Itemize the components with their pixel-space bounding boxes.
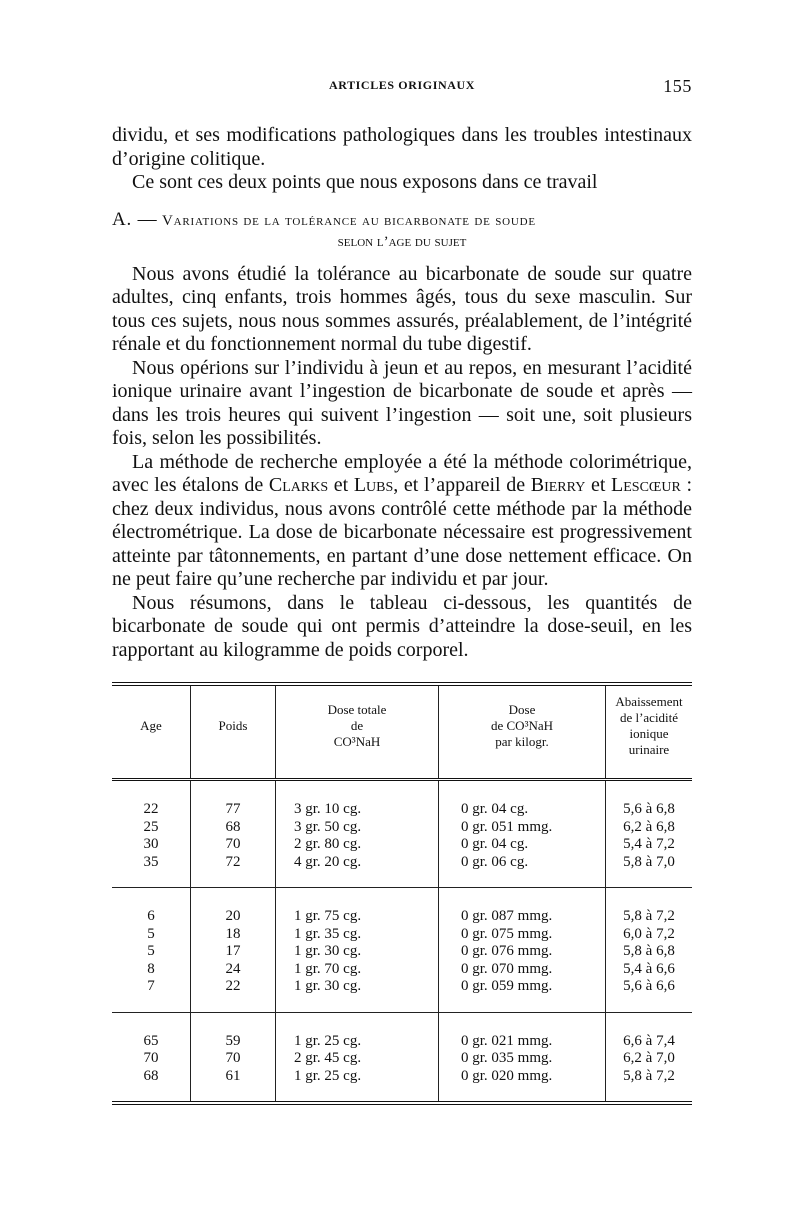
table-row	[112, 961, 692, 979]
cell-dose-totale: 1 gr. 25 cg.	[276, 1068, 439, 1102]
section-title-line-1: Variations de la tolérance au bicarbonate de soude	[161, 212, 536, 229]
cell-age: 22	[143, 801, 159, 817]
table-row	[112, 943, 692, 961]
cell-poids: 70	[191, 836, 276, 854]
table-row	[112, 819, 692, 837]
method-text-2: et	[328, 474, 354, 496]
cell-dose-totale: 1 gr. 25 cg.	[276, 1012, 439, 1050]
running-title: ARTICLES ORIGINAUX	[328, 78, 476, 92]
paragraph-procedure: Nous opérions sur l’individu à jeun et au repos, en mesurant l’acidité ionique urinaire avant l’ingestion de bicarbonate de soude et après — dans les trois heures qui suivent l’ingestion — soit une, soit plusieurs fois, selon les possibilités.	[112, 356, 692, 449]
paragraph-intro-end: Ce sont ces deux points que nous exposons dans ce travail	[132, 171, 598, 193]
cell-age: 25	[143, 818, 159, 835]
method-text-3: , et l’appareil de	[393, 474, 531, 496]
cell-dose-par-kilo: 0 gr. 06 cg.	[439, 854, 606, 888]
table-row	[112, 1050, 692, 1068]
paragraph-continued: dividu, et ses modifications pathologiques dans les troubles intestinaux d’origine colitique.	[112, 124, 692, 170]
header-abaissement-l3: urinaire	[628, 742, 670, 757]
table-row	[112, 926, 692, 944]
header-dose-par-kilo-l3: par kilogr.	[495, 734, 549, 749]
cell-abaissement: 5,4 à 7,2	[606, 836, 693, 854]
cell-abaissement: 5,8 à 7,2	[606, 1068, 693, 1102]
cell-poids: 18	[191, 926, 276, 944]
cell-abaissement: 5,4 à 6,6	[606, 961, 693, 979]
cell-poids: 72	[191, 854, 276, 888]
cell-poids: 68	[191, 819, 276, 837]
cell-age: 35	[112, 854, 191, 888]
cell-abaissement: 6,2 à 6,8	[606, 819, 693, 837]
cell-dose-par-kilo: 0 gr. 059 mmg.	[439, 978, 606, 1012]
cell-dose-totale: 1 gr. 70 cg.	[276, 961, 439, 979]
cell-age: 5	[147, 943, 155, 959]
cell-dose-par-kilo: 0 gr. 035 mmg.	[439, 1050, 606, 1068]
cell-dose-par-kilo: 0 gr. 051 mmg.	[439, 819, 606, 837]
cell-abaissement: 5,6 à 6,6	[606, 978, 693, 1012]
header-abaissement	[606, 686, 693, 780]
cell-dose-totale: 1 gr. 75 cg.	[276, 888, 439, 926]
cell-abaissement: 5,8 à 6,8	[606, 943, 693, 961]
cell-abaissement: 6,0 à 7,2	[606, 926, 693, 944]
book-page	[112, 78, 692, 1105]
cell-poids: 59	[191, 1012, 276, 1050]
cell-dose-par-kilo: 0 gr. 020 mmg.	[439, 1068, 606, 1102]
cell-dose-totale: 4 gr. 20 cg.	[276, 854, 439, 888]
header-dose-par-kilo-l1: Dose	[508, 702, 536, 717]
header-dose-totale-l1: Dose totale	[327, 702, 387, 717]
table-row	[112, 978, 692, 1012]
table-row	[112, 836, 692, 854]
header-dose-totale-l3: CO³NaH	[333, 734, 381, 749]
author-lescoeur: Lescœur	[611, 474, 681, 496]
header-dose-totale-l2: de	[350, 718, 364, 733]
table-row	[112, 1012, 692, 1050]
cell-abaissement: 5,6 à 6,8	[606, 780, 693, 819]
cell-dose-totale: 2 gr. 80 cg.	[276, 836, 439, 854]
cell-dose-totale: 1 gr. 30 cg.	[276, 978, 439, 1012]
cell-dose-par-kilo: 0 gr. 087 mmg.	[439, 888, 606, 926]
cell-poids: 70	[191, 1050, 276, 1068]
section-letter: A. —	[112, 208, 158, 230]
cell-poids: 22	[191, 978, 276, 1012]
table-row	[112, 780, 692, 819]
cell-dose-par-kilo: 0 gr. 076 mmg.	[439, 943, 606, 961]
cell-age: 8	[147, 960, 155, 977]
cell-poids: 77	[191, 780, 276, 819]
section-title-line-2: selon l’age du sujet	[337, 233, 467, 250]
cell-dose-par-kilo: 0 gr. 075 mmg.	[439, 926, 606, 944]
header-dose-par-kilo	[439, 686, 606, 780]
cell-poids: 61	[191, 1068, 276, 1102]
cell-dose-par-kilo: 0 gr. 021 mmg.	[439, 1012, 606, 1050]
method-text-1: La méthode de recherche employée a été la méthode colorimétrique, avec les étalons de	[112, 450, 692, 496]
cell-dose-par-kilo: 0 gr. 04 cg.	[439, 836, 606, 854]
cell-dose-par-kilo: 0 gr. 070 mmg.	[439, 961, 606, 979]
method-text-4: et	[585, 474, 612, 496]
header-poids: Poids	[191, 686, 276, 780]
method-text-5: : chez deux individus, nous avons contrôlé cette méthode par la méthode électrométrique. La dose de bicarbonate nécessaire est progressivement atteinte par tâtonnements, en partant d’une dose nettement efficace. On ne peut faire qu’une recherche par individu et par jour.	[112, 474, 693, 590]
header-dose-par-kilo-l2: de CO³NaH	[490, 718, 554, 733]
cell-age: 65	[143, 1032, 159, 1049]
cell-abaissement: 6,2 à 7,0	[606, 1050, 693, 1068]
cell-dose-totale: 1 gr. 30 cg.	[276, 943, 439, 961]
paragraph-subjects: Nous avons étudié la tolérance au bicarbonate de soude sur quatre adultes, cinq enfants, trois hommes âgés, tous du sexe masculin. Sur tous ces sujets, nous nous sommes assurés, préalablement, de l’intégrité rénale et du fonctionnement normal du tube digestif.	[112, 262, 692, 355]
cell-age: 6	[147, 908, 155, 924]
cell-poids: 17	[191, 943, 276, 961]
cell-abaissement: 6,6 à 7,4	[606, 1012, 693, 1050]
table-row	[112, 1068, 692, 1102]
author-lubs: Lubs	[353, 474, 394, 496]
cell-poids: 24	[191, 961, 276, 979]
body-text	[112, 124, 692, 662]
header-abaissement-l2: de l’acidité ionique	[619, 710, 679, 741]
cell-age: 70	[143, 1050, 159, 1066]
section-heading	[112, 209, 692, 253]
table-header-row	[112, 686, 692, 780]
cell-dose-totale: 1 gr. 35 cg.	[276, 926, 439, 944]
cell-dose-totale: 3 gr. 10 cg.	[276, 780, 439, 819]
cell-dose-totale: 2 gr. 45 cg.	[276, 1050, 439, 1068]
page-number: 155	[663, 76, 692, 96]
cell-age: 5	[147, 925, 155, 942]
cell-age: 7	[112, 978, 191, 1012]
cell-abaissement: 5,8 à 7,0	[606, 854, 693, 888]
cell-dose-par-kilo: 0 gr. 04 cg.	[439, 780, 606, 819]
cell-age: 68	[143, 1067, 159, 1084]
author-bierry: Bierry	[530, 474, 586, 496]
author-clarks: Clarks	[268, 474, 329, 496]
cell-dose-totale: 3 gr. 50 cg.	[276, 819, 439, 837]
cell-abaissement: 5,8 à 7,2	[606, 888, 693, 926]
running-header	[112, 78, 692, 100]
cell-age: 30	[143, 836, 159, 852]
header-age: Age	[112, 686, 191, 780]
cell-poids: 20	[191, 888, 276, 926]
section-heading-line-1	[112, 209, 692, 232]
header-dose-totale	[276, 686, 439, 780]
table-row	[112, 888, 692, 926]
header-abaissement-l1: Abaissement	[615, 694, 683, 709]
results-table	[112, 682, 692, 1105]
table-row	[112, 854, 692, 888]
paragraph-method	[112, 451, 692, 592]
paragraph-summary: Nous résumons, dans le tableau ci-dessous, les quantités de bicarbonate de soude qui ont permis d’atteindre la dose-seuil, en les rapportant au kilogramme de poids corporel.	[112, 591, 692, 661]
